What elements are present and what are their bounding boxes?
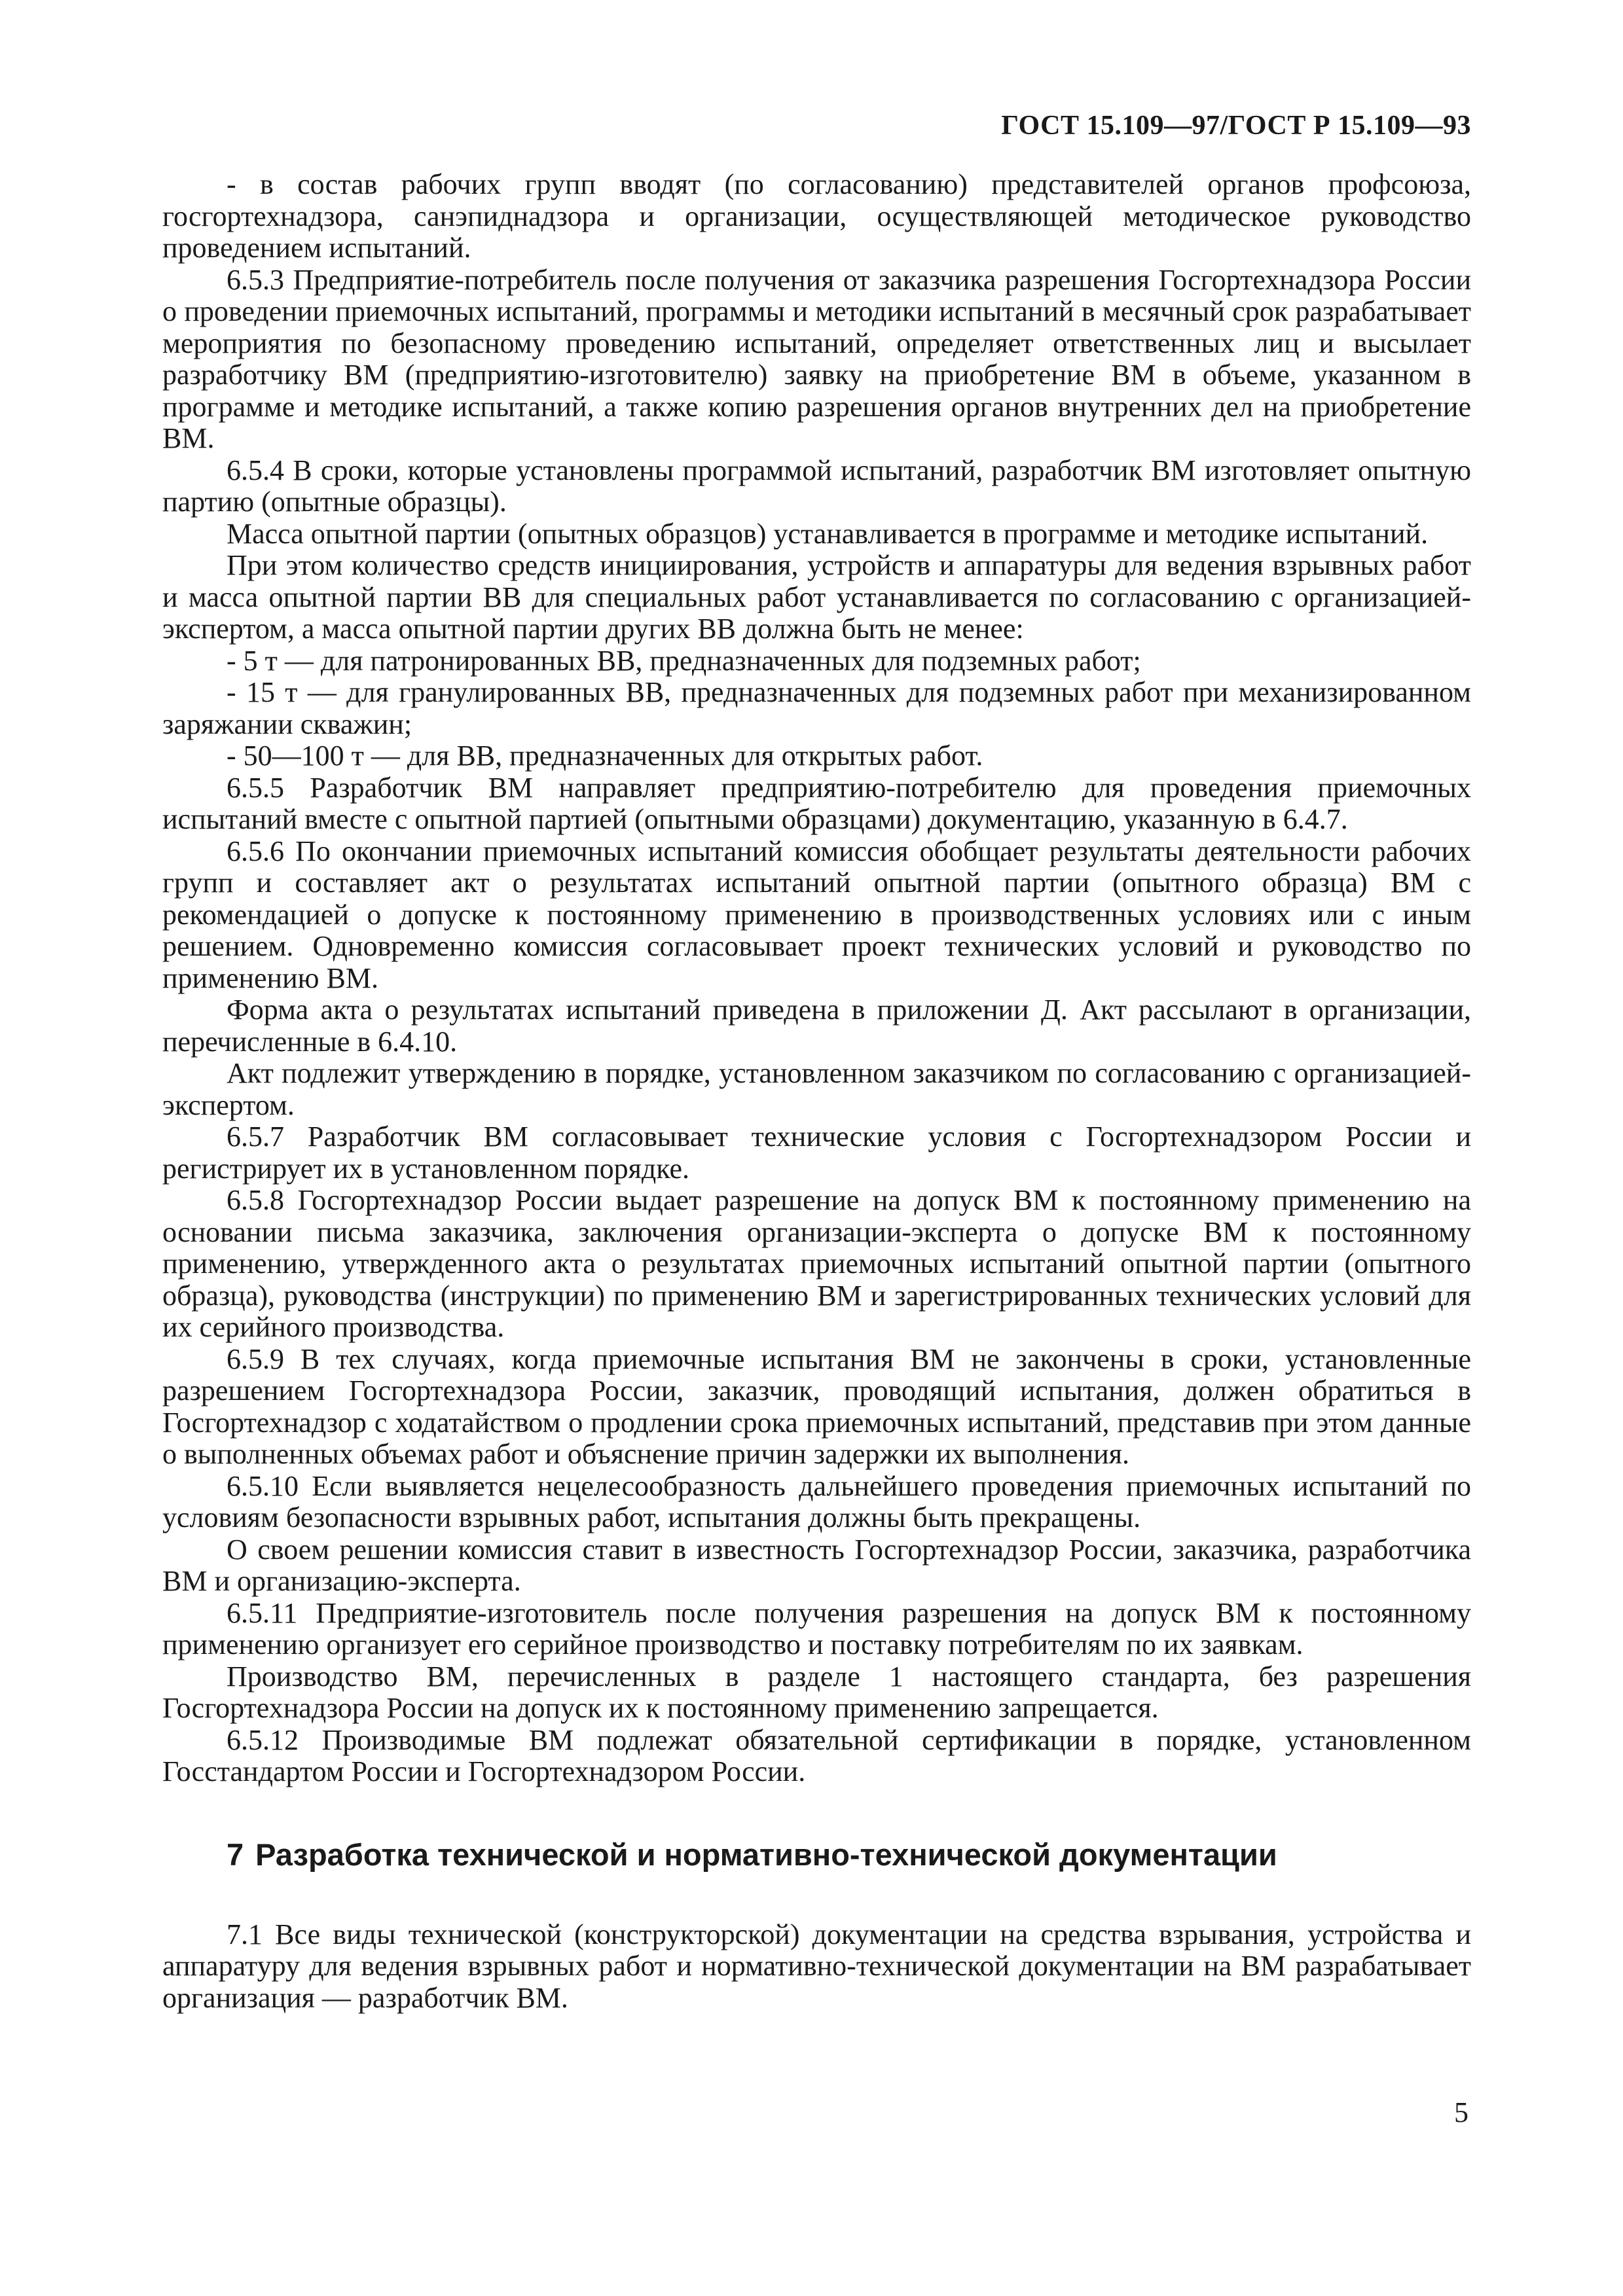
paragraph: Масса опытной партии (опытных образцов) устанавливается в программе и методике испытаний. <box>227 517 1429 550</box>
list-item: - 50—100 т — для ВВ, предназначенных для открытых работ. <box>227 740 983 772</box>
paragraph: 6.5.10 Если выявляется нецелесообразность дальнейшего проведения приемочных испытаний по условиям безопасности взрывных работ, испытания должны быть прекращены. <box>162 1469 1471 1534</box>
paragraph: 6.5.5 Разработчик ВМ направляет предприятию-потребителю для проведения приемочных испытаний вместе с опытной партией (опытными образцами) документацию, указанную в 6.4.7. <box>162 771 1471 835</box>
paragraph: 6.5.9 В тех случаях, когда приемочные испытания ВМ не закончены в сроки, установленные разрешением Госгортехнадзора России, заказчик, проводящий испытания, должен обратиться в Госгортехнадзор с ходатайством о продлении срока приемочных испытаний, представив при этом данные о выполненных объемах работ и объяснение причин задержки их выполнения. <box>162 1342 1471 1470</box>
paragraph: 6.5.12 Производимые ВМ подлежат обязательной сертификации в порядке, установленном Госстандартом России и Госгортехнадзором России. <box>162 1723 1471 1787</box>
paragraph: 7.1 Все виды технической (конструкторской) документации на средства взрывания, устройства и аппаратуру для ведения взрывных работ и нормативно-технической документации на ВМ разрабатывает организация — разработчик ВМ. <box>162 1918 1471 2014</box>
paragraph: О своем решении комиссия ставит в известность Госгортехнадзор России, заказчика, разработчика ВМ и организацию-эксперта. <box>162 1533 1471 1597</box>
paragraph: 6.5.6 По окончании приемочных испытаний комиссия обобщает результаты деятельности рабочих групп и составляет акт о результатах испытаний опытной партии (опытного образца) ВМ с рекомендацией о допуске к постоянному применению в производственных условиях или с иным решением. Одновременно комиссия согласовывает проект технических условий и руководство по применению ВМ. <box>162 834 1471 994</box>
paragraph: 6.5.7 Разработчик ВМ согласовывает технические условия с Госгортехнадзором России и регистрирует их в установленном порядке. <box>162 1121 1471 1185</box>
section-title: Разработка технической и нормативно-технической документации <box>255 1837 1277 1872</box>
paragraph: 6.5.11 Предприятие-изготовитель после получения разрешения на допуск ВМ к постоянному применению организует его серийное производство и поставку потребителям по их заявкам. <box>162 1596 1471 1660</box>
page-content <box>162 169 1471 2014</box>
section-heading <box>162 1837 1471 1873</box>
paragraph: 6.5.4 В сроки, которые установлены программой испытаний, разработчик ВМ изготовляет опытную партию (опытные образцы). <box>162 454 1471 518</box>
paragraph: 6.5.8 Госгортехнадзор России выдает разрешение на допуск ВМ к постоянному применению на основании письма заказчика, заключения организации-эксперта о допуске ВМ к постоянному применению, утвержденного акта о результатах приемочных испытаний опытной партии (опытного образца), руководства (инструкции) по применению ВМ и зарегистрированных технических условий для их серийного производства. <box>162 1184 1471 1343</box>
paragraph: Производство ВМ, перечисленных в разделе 1 настоящего стандарта, без разрешения Госгортехнадзора России на допуск их к постоянному применению запрещается. <box>162 1660 1471 1724</box>
paragraph: Акт подлежит утверждению в порядке, установленном заказчиком по согласованию с организацией-экспертом. <box>162 1057 1471 1121</box>
paragraph: - в состав рабочих групп вводят (по согласованию) представителей органов профсоюза, госгортехнадзора, санэпиднадзора и организации, осуществляющей методическое руководство проведением испытаний. <box>162 168 1471 264</box>
list-item: - 15 т — для гранулированных ВВ, предназначенных для подземных работ при механизированном заряжании скважин; <box>162 676 1471 740</box>
running-header: ГОСТ 15.109—97/ГОСТ Р 15.109—93 <box>1001 111 1471 141</box>
page-number: 5 <box>1454 2096 1468 2128</box>
paragraph: При этом количество средств инициирования, устройств и аппаратуры для ведения взрывных работ и масса опытной партии ВВ для специальных работ устанавливается по согласованию с организацией-экспертом, а масса опытной партии других ВВ должна быть не менее: <box>162 549 1471 645</box>
section-number: 7 <box>227 1837 244 1872</box>
paragraph: Форма акта о результатах испытаний приведена в приложении Д. Акт рассылают в организации, перечисленные в 6.4.10. <box>162 994 1471 1058</box>
list-item: - 5 т — для патронированных ВВ, предназначенных для подземных работ; <box>227 644 1141 677</box>
paragraph: 6.5.3 Предприятие-потребитель после получения от заказчика разрешения Госгортехнадзора России о проведении приемочных испытаний, программы и методики испытаний в месячный срок разрабатывает мероприятия по безопасному проведению испытаний, определяет ответственных лиц и высылает разработчику ВМ (предприятию-изготовителю) заявку на приобретение ВМ в объеме, указанном в программе и методике испытаний, а также копию разрешения органов внутренних дел на приобретение ВМ. <box>162 263 1471 454</box>
